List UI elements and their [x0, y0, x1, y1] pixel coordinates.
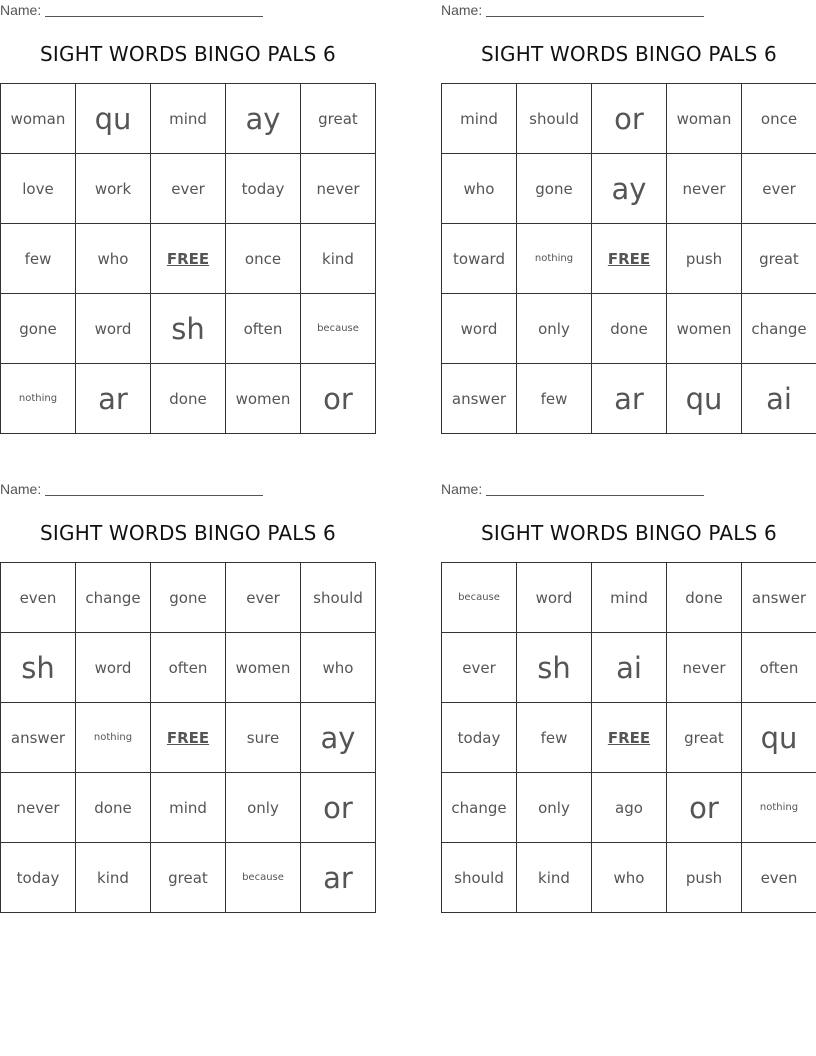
bingo-cell: few [517, 703, 592, 773]
name-underline [45, 495, 263, 496]
bingo-row [442, 364, 816, 434]
bingo-cell: sh [151, 294, 226, 364]
name-underline [486, 16, 704, 17]
card-title: SIGHT WORDS BINGO PALS 6 [40, 521, 336, 545]
bingo-cell: answer [1, 703, 76, 773]
name-label: Name: [0, 481, 42, 497]
bingo-cell: mind [592, 563, 667, 633]
bingo-cell: qu [76, 84, 151, 154]
bingo-cell: qu [742, 703, 816, 773]
bingo-cell: love [1, 154, 76, 224]
bingo-cell: done [76, 773, 151, 843]
bingo-row [442, 843, 816, 913]
bingo-cell: change [442, 773, 517, 843]
free-space: FREE [151, 703, 226, 773]
bingo-cell: gone [151, 563, 226, 633]
bingo-cell: sh [517, 633, 592, 703]
bingo-cell: word [76, 294, 151, 364]
bingo-cell: sh [1, 633, 76, 703]
bingo-cell: even [742, 843, 816, 913]
bingo-cell: ever [742, 154, 816, 224]
bingo-cell: toward [442, 224, 517, 294]
bingo-row [1, 633, 376, 703]
name-field [441, 481, 704, 497]
bingo-cell: great [667, 703, 742, 773]
bingo-cell: done [592, 294, 667, 364]
bingo-cell: because [226, 843, 301, 913]
bingo-cell: nothing [742, 773, 816, 843]
bingo-cell: change [76, 563, 151, 633]
bingo-row [1, 773, 376, 843]
bingo-cell: who [76, 224, 151, 294]
bingo-cell: word [76, 633, 151, 703]
bingo-row [442, 154, 816, 224]
bingo-cell: great [301, 84, 376, 154]
bingo-cell: today [1, 843, 76, 913]
bingo-cell: never [667, 633, 742, 703]
bingo-cell: gone [1, 294, 76, 364]
bingo-row [442, 224, 816, 294]
bingo-cell: work [76, 154, 151, 224]
bingo-cell: answer [742, 563, 816, 633]
bingo-cell: few [517, 364, 592, 434]
bingo-row [442, 773, 816, 843]
free-space: FREE [592, 703, 667, 773]
bingo-cell: nothing [1, 364, 76, 434]
bingo-cell: ai [742, 364, 816, 434]
bingo-cell: who [301, 633, 376, 703]
bingo-cell: or [301, 364, 376, 434]
bingo-cell: push [667, 843, 742, 913]
bingo-row [442, 563, 816, 633]
bingo-grid [441, 562, 816, 913]
bingo-cell: ever [151, 154, 226, 224]
bingo-cell: mind [442, 84, 517, 154]
bingo-cell: often [226, 294, 301, 364]
bingo-cell: great [742, 224, 816, 294]
bingo-cell: mind [151, 773, 226, 843]
bingo-cell: kind [76, 843, 151, 913]
bingo-row [1, 154, 376, 224]
bingo-row [442, 294, 816, 364]
bingo-cell: who [592, 843, 667, 913]
bingo-grid [441, 83, 816, 434]
bingo-cell: should [517, 84, 592, 154]
bingo-cell: ay [301, 703, 376, 773]
bingo-row [1, 294, 376, 364]
bingo-row [1, 563, 376, 633]
bingo-row [442, 703, 816, 773]
bingo-cell: even [1, 563, 76, 633]
bingo-grid [0, 83, 376, 434]
bingo-cell: word [442, 294, 517, 364]
bingo-cell: should [301, 563, 376, 633]
bingo-cell: kind [517, 843, 592, 913]
name-field [0, 2, 263, 18]
name-field [441, 2, 704, 18]
bingo-cell: ever [442, 633, 517, 703]
free-space: FREE [151, 224, 226, 294]
bingo-cell: ago [592, 773, 667, 843]
bingo-row [442, 84, 816, 154]
bingo-row [1, 364, 376, 434]
bingo-cell: often [742, 633, 816, 703]
bingo-cell: because [442, 563, 517, 633]
bingo-cell: women [226, 633, 301, 703]
name-field [0, 481, 263, 497]
bingo-cell: never [667, 154, 742, 224]
bingo-cell: ay [226, 84, 301, 154]
bingo-row [1, 703, 376, 773]
bingo-cell: or [667, 773, 742, 843]
bingo-cell: push [667, 224, 742, 294]
bingo-cell: once [742, 84, 816, 154]
bingo-cell: today [442, 703, 517, 773]
bingo-cell: nothing [517, 224, 592, 294]
bingo-cell: gone [517, 154, 592, 224]
free-space: FREE [592, 224, 667, 294]
bingo-cell: or [592, 84, 667, 154]
name-underline [45, 16, 263, 17]
name-underline [486, 495, 704, 496]
bingo-cell: today [226, 154, 301, 224]
bingo-cell: answer [442, 364, 517, 434]
bingo-cell: never [301, 154, 376, 224]
card-title: SIGHT WORDS BINGO PALS 6 [40, 42, 336, 66]
bingo-cell: word [517, 563, 592, 633]
bingo-cell: woman [1, 84, 76, 154]
name-label: Name: [441, 2, 483, 18]
name-label: Name: [0, 2, 42, 18]
bingo-cell: ar [301, 843, 376, 913]
bingo-cell: only [226, 773, 301, 843]
bingo-cell: mind [151, 84, 226, 154]
bingo-row [1, 224, 376, 294]
bingo-cell: kind [301, 224, 376, 294]
card-title: SIGHT WORDS BINGO PALS 6 [481, 42, 777, 66]
bingo-row [442, 633, 816, 703]
bingo-cell: nothing [76, 703, 151, 773]
bingo-cell: who [442, 154, 517, 224]
bingo-cell: ay [592, 154, 667, 224]
bingo-grid [0, 562, 376, 913]
bingo-cell: change [742, 294, 816, 364]
bingo-cell: woman [667, 84, 742, 154]
bingo-cell: or [301, 773, 376, 843]
bingo-cell: ar [592, 364, 667, 434]
bingo-cell: women [667, 294, 742, 364]
bingo-cell: never [1, 773, 76, 843]
bingo-cell: few [1, 224, 76, 294]
bingo-cell: done [667, 563, 742, 633]
card-title: SIGHT WORDS BINGO PALS 6 [481, 521, 777, 545]
bingo-cell: ar [76, 364, 151, 434]
bingo-cell: ai [592, 633, 667, 703]
bingo-cell: sure [226, 703, 301, 773]
bingo-cell: often [151, 633, 226, 703]
bingo-cell: women [226, 364, 301, 434]
bingo-row [1, 84, 376, 154]
bingo-cell: qu [667, 364, 742, 434]
bingo-cell: should [442, 843, 517, 913]
bingo-cell: done [151, 364, 226, 434]
bingo-cell: once [226, 224, 301, 294]
bingo-row [1, 843, 376, 913]
bingo-cell: because [301, 294, 376, 364]
name-label: Name: [441, 481, 483, 497]
bingo-cell: only [517, 773, 592, 843]
bingo-cell: ever [226, 563, 301, 633]
bingo-cell: only [517, 294, 592, 364]
bingo-cell: great [151, 843, 226, 913]
